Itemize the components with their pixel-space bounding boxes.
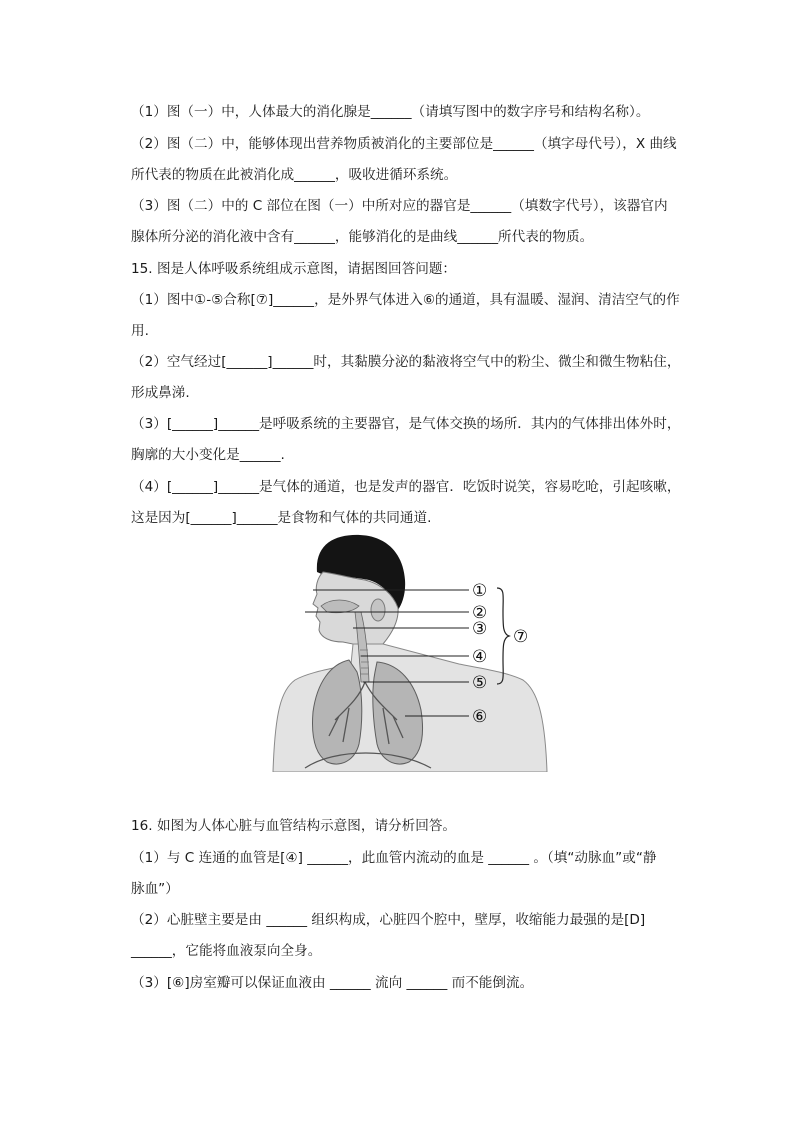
respiratory-system-diagram bbox=[265, 532, 555, 772]
q16-part2-line2: ______，它能将血液泵向全身。 bbox=[131, 943, 322, 959]
label-6: ⑥ bbox=[472, 707, 488, 727]
q14-part2-line2: 所代表的物质在此被消化成______，吸收进循环系统。 bbox=[131, 167, 458, 183]
label-4: ④ bbox=[472, 647, 488, 667]
label-5: ⑤ bbox=[472, 673, 488, 693]
q15-part1-line2: 用. bbox=[131, 323, 149, 339]
q14-part3-line2: 腺体所分泌的消化液中含有______，能够消化的是曲线______所代表的物质。 bbox=[131, 229, 594, 245]
q15-part2-line1: （2）空气经过[______]______时，其黏膜分泌的黏液将空气中的粉尘、微尘和微生物粘住， bbox=[131, 354, 681, 370]
q16-part1-line2: 脉血”） bbox=[131, 881, 179, 897]
q15-heading: 15. 图是人体呼吸系统组成示意图，请据图回答问题： bbox=[131, 261, 457, 277]
label-1: ① bbox=[472, 581, 488, 601]
q16-part3: （3）[⑥]房室瓣可以保证血液由 ______ 流向 ______ 而不能倒流。 bbox=[131, 975, 534, 991]
q16-part1-line1: （1）与 C 连通的血管是[④] ______，此血管内流动的血是 ______ 。（填“动脉血”或“静 bbox=[131, 850, 657, 866]
q16-part2-line1: （2）心脏壁主要是由 ______ 组织构成，心脏四个腔中，壁厚，收缩能力最强的是[D] bbox=[131, 912, 646, 928]
label-7: ⑦ bbox=[513, 627, 529, 647]
q16-heading: 16. 如图为人体心脏与血管结构示意图，请分析回答。 bbox=[131, 818, 457, 834]
q15-part2-line2: 形成鼻涕. bbox=[131, 385, 190, 401]
label-2: ② bbox=[472, 603, 488, 623]
q14-part1: （1）图（一）中，人体最大的消化腺是______（请填写图中的数字序号和结构名称）。 bbox=[131, 104, 650, 120]
q14-part2-line1: （2）图（二）中，能够体现出营养物质被消化的主要部位是______（填字母代号），X 曲线 bbox=[131, 136, 677, 152]
q15-part4-line1: （4）[______]______是气体的通道，也是发声的器官．吃饭时说笑，容易吃呛，引起咳嗽， bbox=[131, 479, 681, 495]
q15-part3-line1: （3）[______]______是呼吸系统的主要器官，是气体交换的场所．其内的气体排出体外时， bbox=[131, 416, 681, 432]
label-3: ③ bbox=[472, 619, 488, 639]
q15-part1-line1: （1）图中①-⑤合称[⑦]______，是外界气体进入⑥的通道，具有温暖、湿润、清洁空气的作 bbox=[131, 292, 680, 308]
q14-part3-line1: （3）图（二）中的 C 部位在图（一）中所对应的器官是______（填数字代号），该器官内 bbox=[131, 198, 668, 214]
q15-part3-line2: 胸廓的大小变化是______. bbox=[131, 447, 285, 463]
q15-part4-line2: 这是因为[______]______是食物和气体的共同通道. bbox=[131, 510, 432, 526]
